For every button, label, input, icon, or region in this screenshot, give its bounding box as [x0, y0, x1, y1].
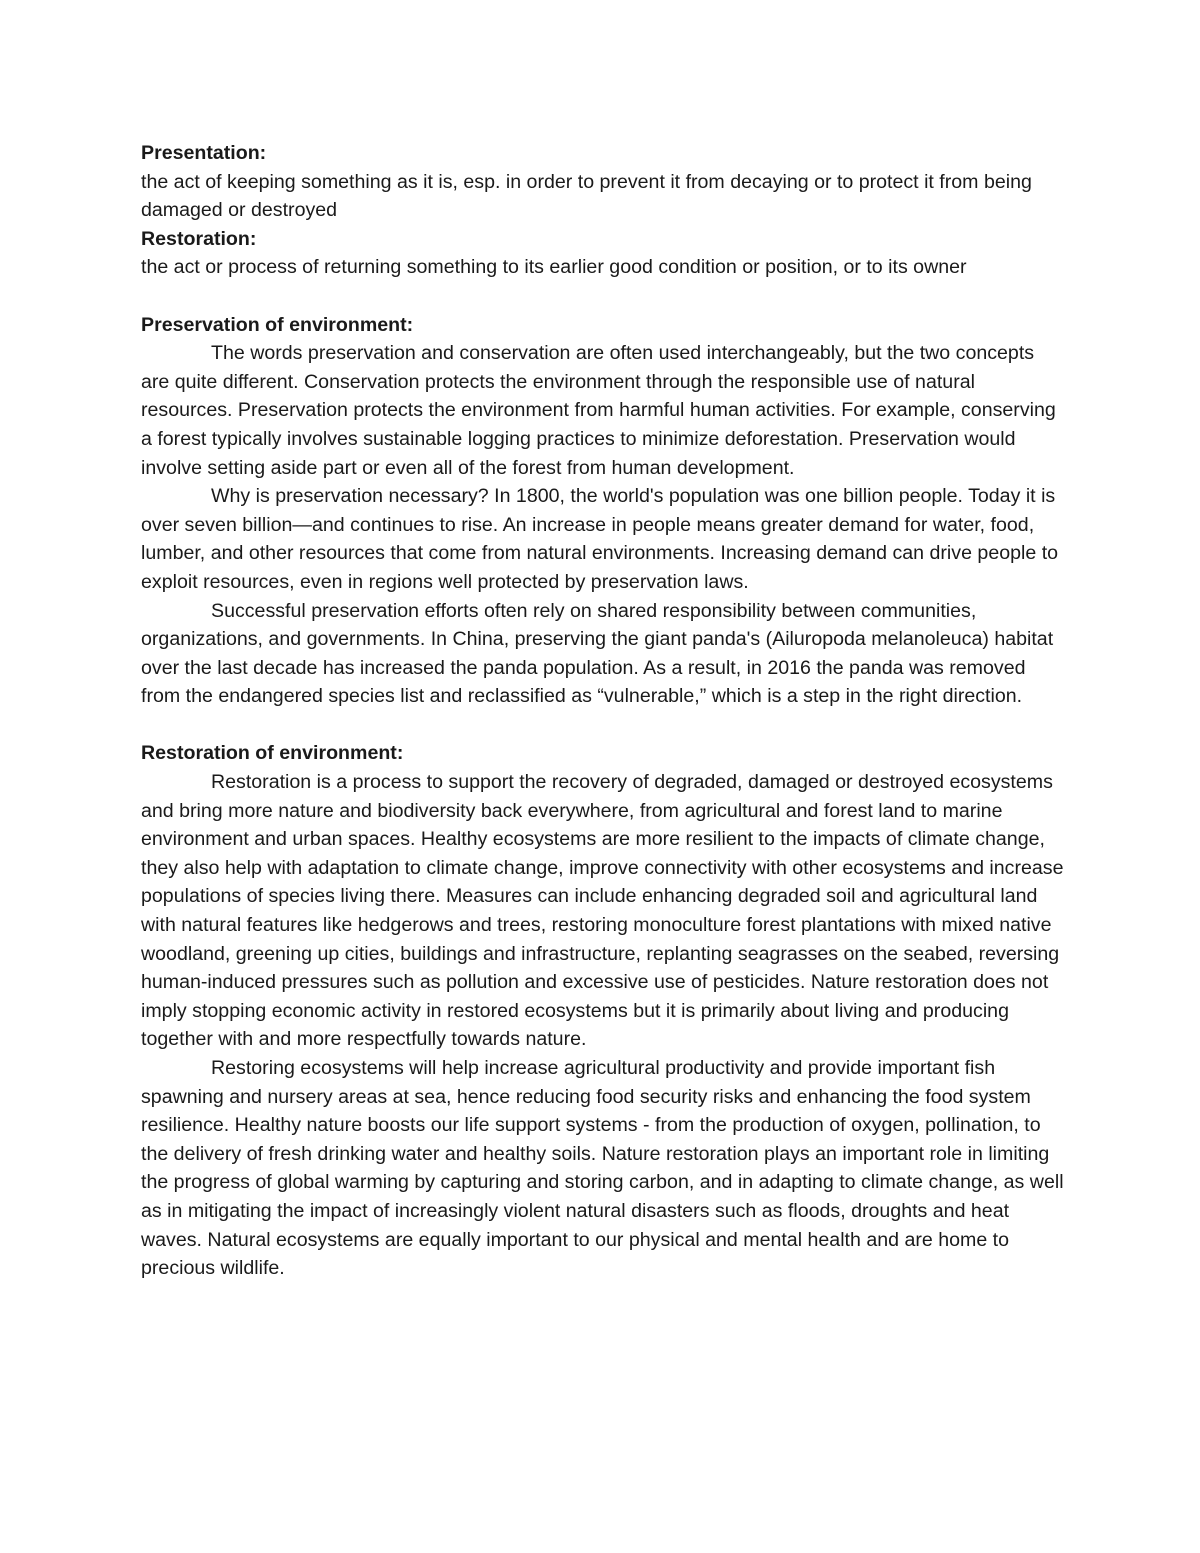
document-page — [141, 139, 1066, 1283]
preservation-section-heading: Preservation of environment: — [141, 313, 414, 336]
preservation-paragraph: The words preservation and conservation are often used interchangeably, but the two concepts are quite different. Conservation protects the environment through the responsible use of natural resources. Preservation protects the environment from harmful human activities. For example, conserving a forest typically involves sustainable logging practices to minimize deforestation. Preservation would involve setting aside part or even all of the forest from human development. — [141, 342, 1056, 479]
section-spacer — [141, 282, 1066, 311]
preservation-paragraph: Successful preservation efforts often rely on shared responsibility between communities, organizations, and governments. In China, preserving the giant panda's (Ailuropoda melanoleuca) habitat over the last decade has increased the panda population. As a result, in 2016 the panda was removed from the endangered species list and reclassified as “vulnerable,” which is a step in the right direction. — [141, 599, 1054, 708]
preservation-paragraph: Why is preservation necessary? In 1800, the world's population was one billion people. Today it is over seven billion—and continues to rise. An increase in people means greater demand for water, food, lumber, and other resources that come from natural environments. Increasing demand can drive people to exploit resources, even in regions well protected by preservation laws. — [141, 485, 1059, 593]
presentation-heading: Presentation: — [141, 142, 267, 164]
restoration-section-heading: Restoration of environment: — [141, 742, 404, 765]
presentation-definition: the act of keeping something as it is, esp. in order to prevent it from decaying or to protect it from being damaged or destroyed — [141, 170, 1032, 222]
section-spacer — [141, 711, 1066, 740]
restoration-paragraph: Restoring ecosystems will help increase agricultural productivity and provide important fish spawning and nursery areas at sea, hence reducing food security risks and enhancing the food system resilience. Healthy nature boosts our life support systems - from the production of oxygen, pollination, to the delivery of fresh drinking water and healthy soils. Nature restoration plays an important role in limiting the progress of global warming by capturing and storing carbon, and in adapting to climate change, as well as in mitigating the impact of increasingly violent natural disasters such as floods, droughts and heat waves. Natural ecosystems are equally important to our physical and mental health and are home to precious wildlife. — [141, 1057, 1064, 1280]
restoration-heading: Restoration: — [141, 227, 257, 250]
restoration-paragraph: Restoration is a process to support the recovery of degraded, damaged or destroyed ecosystems and bring more nature and biodiversity back everywhere, from agricultural and forest land to marine environment and urban spaces. Healthy ecosystems are more resilient to the impacts of climate change, they also help with adaptation to climate change, improve connectivity with other ecosystems and increase populations of species living there. Measures can include enhancing degraded soil and agricultural land with natural features like hedgerows and trees, restoring monoculture forest plantations with mixed native woodland, greening up cities, buildings and infrastructure, replanting seagrasses on the seabed, reversing human-induced pressures such as pollution and excessive use of pesticides. Nature restoration does not imply stopping economic activity in restored ecosystems but it is primarily about living and producing together with and more respectfully towards nature. — [141, 771, 1064, 1051]
restoration-definition: the act or process of returning something to its earlier good condition or position, or to its owner — [141, 256, 967, 279]
